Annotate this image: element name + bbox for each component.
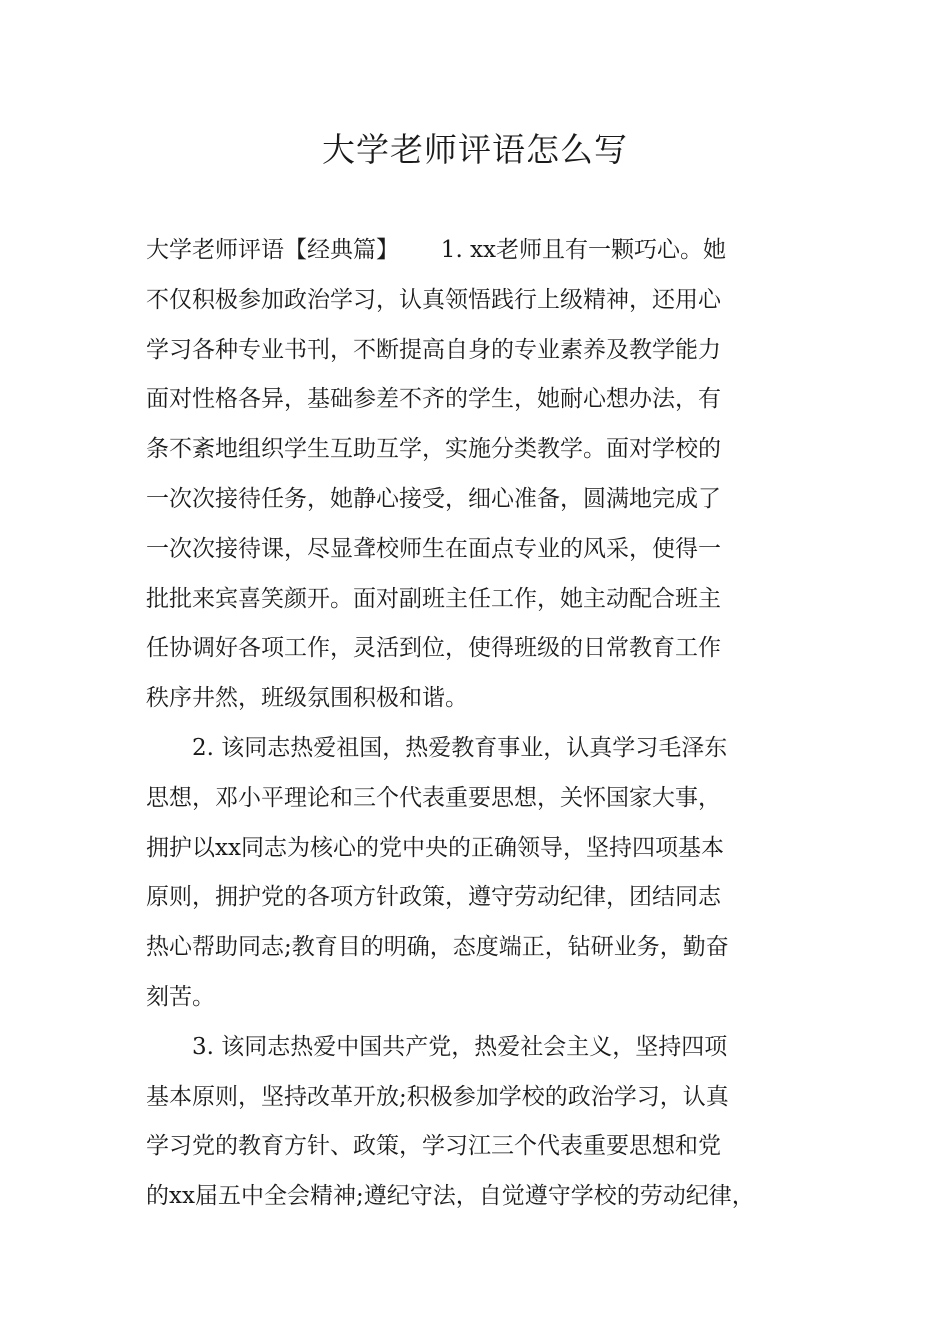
text-line: 拥护以xx同志为核心的党中央的正确领导，坚持四项基本 (146, 834, 724, 861)
text-line: 的xx届五中全会精神;遵纪守法，自觉遵守学校的劳动纪律， (146, 1183, 755, 1210)
text-line: 条不紊地组织学生互助互学，实施分类教学。面对学校的 (146, 436, 721, 463)
text-line: 3. 该同志热爱中国共产党，热爱社会主义，坚持四项 (146, 1033, 728, 1060)
text-line: 刻苦。 (146, 983, 215, 1010)
text-line: 不仅积极参加政治学习，认真领悟践行上级精神，还用心 (146, 286, 721, 313)
text-line: 思想，邓小平理论和三个代表重要思想，关怀国家大事， (146, 784, 721, 811)
text-line: 原则，拥护党的各项方针政策，遵守劳动纪律，团结同志 (146, 884, 721, 911)
page-title: 大学老师评语怎么写 (322, 130, 628, 169)
text-line: 一次次接待任务，她静心接受，细心准备，圆满地完成了 (146, 485, 721, 512)
text-line: 批批来宾喜笑颜开。面对副班主任工作，她主动配合班主 (146, 585, 721, 612)
text-line: 学习党的教育方针、政策，学习江三个代表重要思想和党 (146, 1133, 721, 1160)
document-body (146, 226, 810, 1222)
text-line: 基本原则，坚持改革开放;积极参加学校的政治学习，认真 (146, 1083, 729, 1110)
text-line: 一次次接待课，尽显聋校师生在面点专业的风采，使得一 (146, 535, 721, 562)
text-line: 热心帮助同志;教育目的明确，态度端正，钻研业务，勤奋 (146, 934, 729, 961)
text-line: 面对性格各异，基础参差不齐的学生，她耐心想办法，有 (146, 386, 721, 413)
text-line: 任协调好各项工作，灵活到位，使得班级的日常教育工作 (146, 635, 721, 662)
text-line: 2. 该同志热爱祖国，热爱教育事业，认真学习毛泽东 (146, 734, 728, 761)
text-line: 学习各种专业书刊，不断提高自身的专业素养及教学能力 (146, 336, 721, 363)
text-line: 大学老师评语【经典篇】 1. xx老师且有一颗巧心。她 (146, 237, 727, 263)
text-line: 秩序井然，班级氛围积极和谐。 (146, 685, 468, 712)
